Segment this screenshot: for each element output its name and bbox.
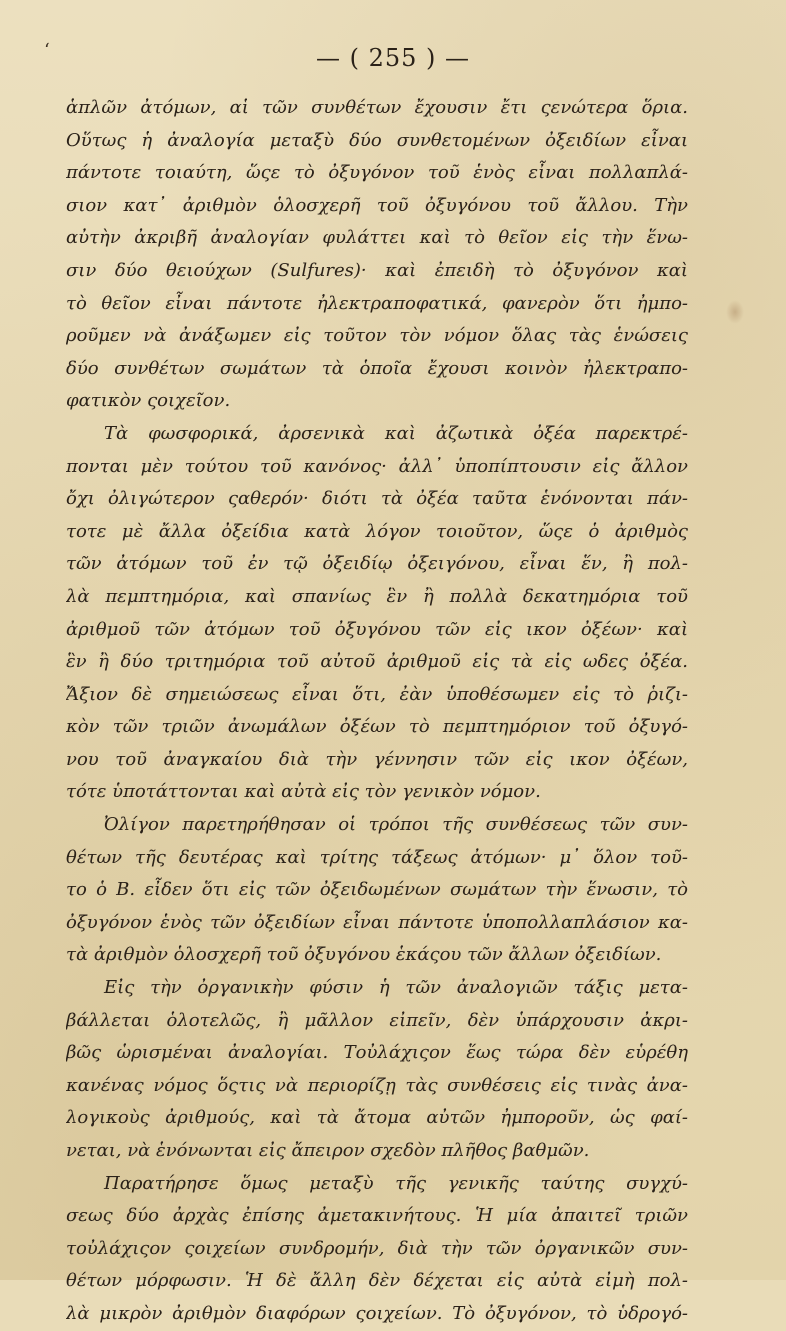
text-line: δύο συνθέτων σωμάτων τὰ ὁποῖα ἔχουσι κοινὸν ἠλεκτραπο- (66, 357, 688, 379)
text-line: λογικοὺς ἀριθμούς, καὶ τὰ ἄτομα αὐτῶν ἠμποροῦν, ὡς φαί- (66, 1107, 688, 1129)
text-line: κανένας νόμος ὅςτις νὰ περιορίζῃ τὰς συνθέσεις εἰς τινὰς ἀνα- (66, 1074, 688, 1096)
text-line: κὸν τῶν τριῶν ἀνωμάλων ὀξέων τὸ πεμπτημόριον τοῦ ὀξυγό- (66, 716, 688, 738)
text-line: τότε ὑποτάττονται καὶ αὐτὰ εἰς τὸν γενικὸν νόμον. (66, 781, 541, 803)
text-line: τὰ ἀριθμὸν ὁλοσχερῆ τοῦ ὀξυγόνου ἑκάςου τῶν ἄλλων ὀξειδίων. (66, 944, 662, 966)
text-line: τὸ θεῖον εἶναι πάντοτε ἠλεκτραποφατικά, φανερὸν ὅτι ἠμπο- (66, 292, 688, 314)
text-line: ὀξυγόνον ἑνὸς τῶν ὀξειδίων εἶναι πάντοτε ὑποπολλαπλάσιον κα- (66, 911, 688, 933)
text-line: ὄχι ὀλιγώτερον ςαθερόν· διότι τὰ ὀξέα ταῦτα ἑνόνονται πάν- (66, 488, 688, 510)
text-line: βάλλεται ὁλοτελῶς, ἢ μᾶλλον εἰπεῖν, δὲν ὑπάρχουσιν ἀκρι- (66, 1009, 688, 1031)
text-line: θέτων τῆς δευτέρας καὶ τρίτης τάξεως ἀτόμων· μ᾽ ὅλον τοῦ- (66, 846, 688, 868)
text-line: το ὁ Β. εἶδεν ὅτι εἰς τῶν ὀξειδωμένων σωμάτων τὴν ἕνωσιν, τὸ (66, 879, 688, 901)
text-line: αὐτὴν ἀκριβῆ ἀναλογίαν φυλάττει καὶ τὸ θεῖον εἰς τὴν ἕνω- (66, 227, 688, 249)
text-line: Οὕτως ἡ ἀναλογία μεταξὺ δύο συνθετομένων ὀξειδίων εἶναι (66, 129, 688, 151)
text-line: βῶς ὡρισμέναι ἀναλογίαι. Τοὐλάχιςον ἕως τώρα δὲν εὑρέθη (66, 1042, 688, 1064)
text-line: σιν δύο θειούχων (Sulfures)· καὶ ἐπειδὴ τὸ ὀξυγόνον καὶ (66, 259, 688, 281)
text-line: τοτε μὲ ἄλλα ὀξείδια κατὰ λόγον τοιοῦτον, ὥςε ὁ ἀριθμὸς (66, 520, 688, 542)
text-line: λὰ μικρὸν ἀριθμὸν διαφόρων ςοιχείων. Τὸ ὀξυγόνον, τὸ ὑδρογό- (66, 1302, 688, 1324)
text-line: νεται, νὰ ἑνόνωνται εἰς ἄπειρον σχεδὸν πλῆθος βαθμῶν. (66, 1140, 590, 1161)
text-line: Τὰ φωσφορικά, ἀρσενικὰ καὶ ἀζωτικὰ ὀξέα παρεκτρέ- (104, 422, 688, 444)
text-line: τῶν ἀτόμων τοῦ ἐν τῷ ὀξειδίῳ ὀξειγόνου, εἶναι ἕν, ἢ πολ- (66, 553, 688, 575)
text-line: ἁπλῶν ἀτόμων, αἱ τῶν συνθέτων ἔχουσιν ἔτι ςενώτερα ὅρια. (66, 97, 688, 118)
text-line: Παρατήρησε ὅμως μεταξὺ τῆς γενικῆς ταύτης συγχύ- (104, 1172, 688, 1194)
text-line: ἓν ἢ δύο τριτημόρια τοῦ αὐτοῦ ἀριθμοῦ εἰς τὰ εἰς ωδες ὀξέα. (66, 651, 688, 673)
text-line: ἀριθμοῦ τῶν ἀτόμων τοῦ ὀξυγόνου τῶν εἰς ικον ὀξέων· καὶ (66, 618, 688, 640)
text-line: λὰ πεμπτημόρια, καὶ σπανίως ἓν ἢ πολλὰ δεκατημόρια τοῦ (66, 585, 688, 607)
text-line: σεως δύο ἀρχὰς ἐπίσης ἀμετακινήτους. Ἡ μία ἀπαιτεῖ τριῶν (66, 1205, 688, 1227)
text-line: ροῦμεν νὰ ἀνάξωμεν εἰς τοῦτον τὸν νόμον ὅλας τὰς ἑνώσεις (66, 325, 688, 347)
text-line: τοὐλάχιςον ςοιχείων συνδρομήν, διὰ τὴν τῶν ὀργανικῶν συν- (66, 1237, 688, 1259)
text-line: πάντοτε τοιαύτη, ὥςε τὸ ὀξυγόνον τοῦ ἑνὸς εἶναι πολλαπλά- (66, 162, 688, 184)
paper-stain (726, 300, 744, 324)
text-line: Ὀλίγον παρετηρήθησαν οἱ τρόποι τῆς συνθέσεως τῶν συν- (104, 814, 688, 836)
text-line: φατικὸν ςοιχεῖον. (66, 390, 231, 412)
text-line: σιον κατ᾽ ἀριθμὸν ὁλοσχερῆ τοῦ ὀξυγόνου τοῦ ἄλλου. Τὴν (66, 194, 688, 216)
margin-mark: ‘ (44, 40, 50, 61)
text-line: πονται μὲν τούτου τοῦ κανόνος· ἀλλ᾽ ὑποπίπτουσιν εἰς ἄλλον (66, 455, 688, 477)
text-line: Εἰς τὴν ὀργανικὴν φύσιν ἡ τῶν ἀναλογιῶν τάξις μετα- (104, 977, 688, 999)
page-number-header: — ( 255 ) — (315, 44, 471, 72)
text-line: θέτων μόρφωσιν. Ἡ δὲ ἄλλη δὲν δέχεται εἰς αὐτὰ εἰμὴ πολ- (66, 1270, 688, 1292)
body-text (66, 92, 688, 1331)
text-line: νου τοῦ ἀναγκαίου διὰ τὴν γέννησιν τῶν εἰς ικον ὀξέων, (66, 748, 688, 770)
text-line: Ἄξιον δὲ σημειώσεως εἶναι ὅτι, ἐὰν ὑποθέσωμεν εἰς τὸ ῥιζι- (66, 683, 688, 705)
